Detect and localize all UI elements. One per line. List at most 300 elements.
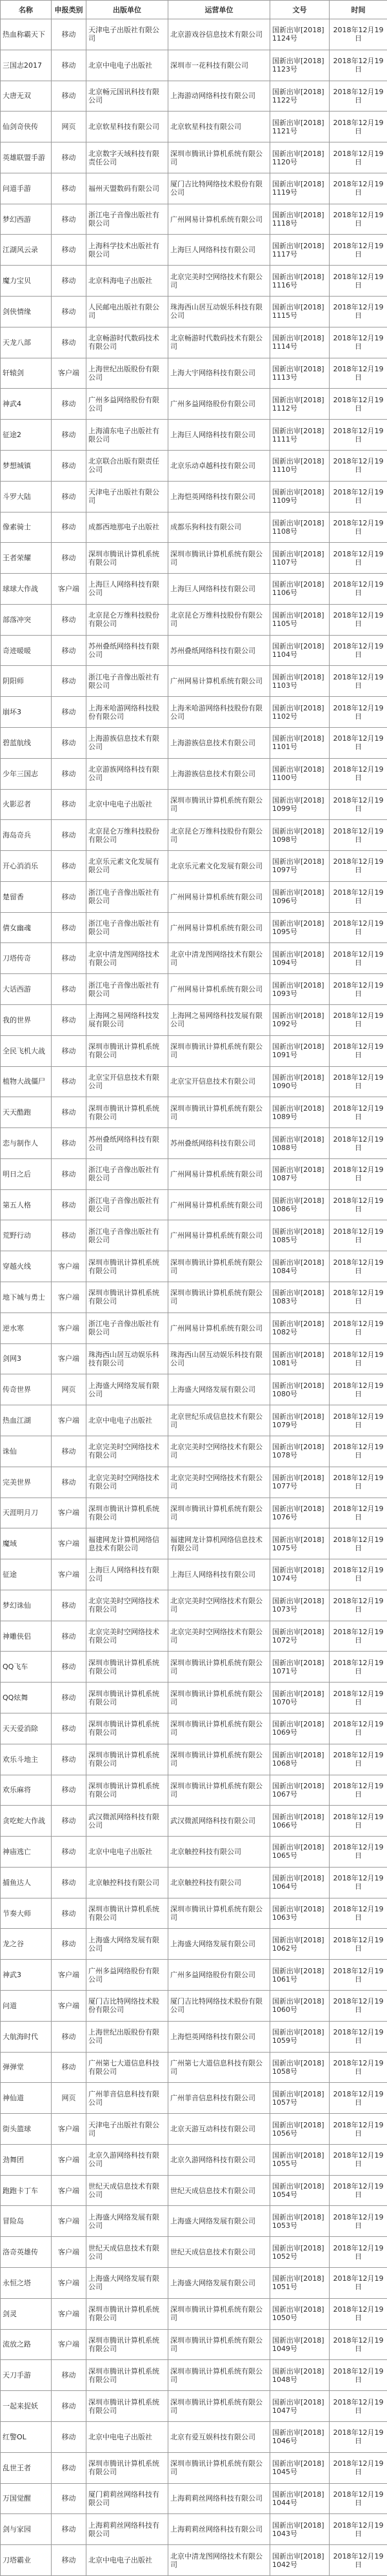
cell-name: 逆水寒 (1, 1312, 52, 1343)
table-row (1, 1867, 387, 1898)
cell-doc: 国新出审[2018]1066号 (270, 1806, 330, 1837)
cell-date: 2018年12月19日 (330, 1189, 387, 1220)
cell-operator: 北京软星科技有限公司 (168, 112, 270, 142)
cell-operator: 上海巨人网络科技有限公司 (168, 420, 270, 451)
cell-type: 移动 (52, 1898, 86, 1929)
cell-operator: 武汉微派网络科技有限公司 (168, 1806, 270, 1837)
cell-operator: 厦门吉比特网络技术股份有限公司 (168, 1991, 270, 2022)
cell-operator: 深圳市腾讯计算机系统有限公司 (168, 1713, 270, 1744)
cell-operator: 深圳市腾讯计算机系统有限公司 (168, 1744, 270, 1775)
cell-doc: 国新出审[2018]1047号 (270, 2391, 330, 2422)
cell-doc: 国新出审[2018]1114号 (270, 327, 330, 358)
cell-doc: 国新出审[2018]1060号 (270, 1991, 330, 2022)
cell-operator: 北京完美时空网络技术有限公司 (168, 1436, 270, 1467)
cell-doc: 国新出审[2018]1122号 (270, 81, 330, 112)
cell-operator: 深圳市腾讯计算机系统有限公司 (168, 2298, 270, 2329)
cell-date: 2018年12月19日 (330, 81, 387, 112)
cell-name: 天龙八部 (1, 327, 52, 358)
cell-doc: 国新出审[2018]1058号 (270, 2052, 330, 2083)
cell-date: 2018年12月19日 (330, 789, 387, 820)
cell-doc: 国新出审[2018]1119号 (270, 173, 330, 204)
table-row (1, 297, 387, 327)
cell-date: 2018年12月19日 (330, 1590, 387, 1621)
cell-type: 移动 (52, 19, 86, 50)
cell-publisher: 武汉微派网络科技有限公司 (86, 1806, 168, 1837)
cell-date: 2018年12月19日 (330, 2052, 387, 2083)
cell-publisher: 深圳市腾讯计算机系统有限公司 (86, 2391, 168, 2422)
cell-name: 天涯明月刀 (1, 1498, 52, 1528)
cell-operator: 珠海西山居互动娱乐科技有限公司 (168, 1343, 270, 1374)
cell-type: 移动 (52, 512, 86, 543)
cell-doc: 国新出审[2018]1042号 (270, 2545, 330, 2576)
cell-doc: 国新出审[2018]1050号 (270, 2298, 330, 2329)
cell-type: 客户端 (52, 2144, 86, 2175)
header-name: 名称 (1, 1, 52, 19)
cell-type: 移动 (52, 1189, 86, 1220)
cell-doc: 国新出审[2018]1112号 (270, 389, 330, 420)
cell-type: 移动 (52, 635, 86, 666)
cell-type: 移动 (52, 173, 86, 204)
cell-name: 魔域 (1, 1528, 52, 1559)
table-row (1, 943, 387, 974)
cell-publisher: 深圳市腾讯计算机系统有限公司 (86, 1652, 168, 1683)
cell-doc: 国新出审[2018]1072号 (270, 1621, 330, 1652)
cell-operator: 北京完美时空网络技术有限公司 (168, 1621, 270, 1652)
cell-publisher: 浙江电子音像出版社有限公司 (86, 912, 168, 943)
cell-doc: 国新出审[2018]1048号 (270, 2360, 330, 2391)
cell-doc: 国新出审[2018]1077号 (270, 1467, 330, 1498)
cell-publisher: 北京久游网络科技有限公司 (86, 2144, 168, 2175)
cell-publisher: 深圳市腾讯计算机系统有限公司 (86, 1775, 168, 1806)
cell-operator: 深圳市腾讯计算机系统有限公司 (168, 1683, 270, 1713)
cell-name: 征途 (1, 1559, 52, 1590)
table-row (1, 2175, 387, 2206)
table-row (1, 1621, 387, 1652)
cell-name: 轩辕剑 (1, 358, 52, 389)
cell-doc: 国新出审[2018]1089号 (270, 1097, 330, 1128)
cell-date: 2018年12月19日 (330, 574, 387, 605)
cell-type: 移动 (52, 1436, 86, 1467)
cell-date: 2018年12月19日 (330, 50, 387, 81)
cell-type: 移动 (52, 204, 86, 235)
cell-publisher: 浙江电子音像出版社有限公司 (86, 881, 168, 912)
cell-type: 移动 (52, 1652, 86, 1683)
cell-date: 2018年12月19日 (330, 2545, 387, 2576)
cell-doc: 国新出审[2018]1074号 (270, 1559, 330, 1590)
cell-date: 2018年12月19日 (330, 389, 387, 420)
cell-operator: 上海恺英网络科技有限公司 (168, 481, 270, 512)
cell-type: 客户端 (52, 1343, 86, 1374)
cell-operator: 苏州叠纸网络科技有限公司 (168, 635, 270, 666)
cell-date: 2018年12月19日 (330, 1806, 387, 1837)
cell-date: 2018年12月19日 (330, 943, 387, 974)
cell-operator: 北京完美时空网络技术有限公司 (168, 1467, 270, 1498)
cell-type: 移动 (52, 1066, 86, 1097)
cell-doc: 国新出审[2018]1045号 (270, 2452, 330, 2483)
cell-doc: 国新出审[2018]1105号 (270, 604, 330, 635)
cell-doc: 国新出审[2018]1064号 (270, 1867, 330, 1898)
cell-type: 移动 (52, 142, 86, 173)
cell-date: 2018年12月19日 (330, 2144, 387, 2175)
cell-doc: 国新出审[2018]1111号 (270, 420, 330, 451)
cell-name: 楚留香 (1, 881, 52, 912)
cell-doc: 国新出审[2018]1124号 (270, 19, 330, 50)
cell-date: 2018年12月19日 (330, 358, 387, 389)
cell-type: 移动 (52, 697, 86, 728)
cell-doc: 国新出审[2018]1095号 (270, 912, 330, 943)
cell-date: 2018年12月19日 (330, 2452, 387, 2483)
cell-type: 客户端 (52, 2268, 86, 2299)
cell-date: 2018年12月19日 (330, 2360, 387, 2391)
cell-publisher: 上海网之易网络科技发展有限公司 (86, 1005, 168, 1036)
cell-name: 剑灵 (1, 2298, 52, 2329)
header-publisher: 出版单位 (86, 1, 168, 19)
cell-operator: 广州菲音信息科技有限公司 (168, 2083, 270, 2114)
cell-name: 热血称霸天下 (1, 19, 52, 50)
cell-name: 龙之谷 (1, 1929, 52, 1960)
cell-type: 客户端 (52, 2329, 86, 2360)
cell-doc: 国新出审[2018]1062号 (270, 1929, 330, 1960)
cell-date: 2018年12月19日 (330, 420, 387, 451)
cell-name: 梦幻西游 (1, 204, 52, 235)
cell-publisher: 上海米哈游网络科技股份有限公司 (86, 697, 168, 728)
cell-publisher: 上海盛大网络发展有限公司 (86, 2268, 168, 2299)
cell-publisher: 北京完美时空网络技术有限公司 (86, 1436, 168, 1467)
cell-doc: 国新出审[2018]1097号 (270, 851, 330, 882)
cell-date: 2018年12月19日 (330, 1251, 387, 1282)
cell-type: 移动 (52, 389, 86, 420)
cell-name: 弹弹堂 (1, 2052, 52, 2083)
cell-operator: 深圳市腾讯计算机系统有限公司 (168, 1652, 270, 1683)
cell-operator: 深圳市腾讯计算机系统有限公司 (168, 1251, 270, 1282)
cell-operator: 深圳市腾讯计算机系统有限公司 (168, 1035, 270, 1066)
cell-publisher: 天津电子出版社有限公司 (86, 2114, 168, 2145)
table-row (1, 1467, 387, 1498)
cell-type: 移动 (52, 1867, 86, 1898)
cell-type: 移动 (52, 327, 86, 358)
table-row (1, 358, 387, 389)
cell-doc: 国新出审[2018]1081号 (270, 1343, 330, 1374)
cell-operator: 广州网易计算机系统有限公司 (168, 912, 270, 943)
cell-type: 移动 (52, 235, 86, 266)
table-row (1, 112, 387, 142)
cell-name: 问道手游 (1, 173, 52, 204)
cell-date: 2018年12月19日 (330, 2114, 387, 2145)
table-row (1, 1683, 387, 1713)
table-row (1, 1590, 387, 1621)
cell-type: 客户端 (52, 1251, 86, 1282)
cell-operator: 上海恺英网络科技有限公司 (168, 2021, 270, 2052)
cell-date: 2018年12月19日 (330, 327, 387, 358)
cell-publisher: 北京联合出版有限责任公司 (86, 450, 168, 481)
cell-operator: 深圳市腾讯计算机系统有限公司 (168, 1498, 270, 1528)
cell-name: 天天酷跑 (1, 1097, 52, 1128)
table-row (1, 450, 387, 481)
cell-publisher: 浙江电子音像出版社有限公司 (86, 974, 168, 1005)
cell-publisher: 北京畅元国讯科技有限公司 (86, 81, 168, 112)
cell-doc: 国新出审[2018]1061号 (270, 1960, 330, 1991)
cell-doc: 国新出审[2018]1063号 (270, 1898, 330, 1929)
cell-name: 魔力宝贝 (1, 266, 52, 297)
cell-name: 街头篮球 (1, 2114, 52, 2145)
cell-publisher: 上海浦东电子出版社有限公司 (86, 420, 168, 451)
cell-date: 2018年12月19日 (330, 912, 387, 943)
cell-name: 地下城与勇士 (1, 1282, 52, 1313)
cell-doc: 国新出审[2018]1110号 (270, 450, 330, 481)
cell-doc: 国新出审[2018]1070号 (270, 1683, 330, 1713)
cell-type: 网页 (52, 112, 86, 142)
cell-date: 2018年12月19日 (330, 2421, 387, 2452)
cell-doc: 国新出审[2018]1043号 (270, 2514, 330, 2545)
table-row (1, 912, 387, 943)
cell-date: 2018年12月19日 (330, 2483, 387, 2514)
cell-publisher: 北京中电电子出版社 (86, 50, 168, 81)
cell-publisher: 天津电子出版社有限公司 (86, 19, 168, 50)
table-row (1, 327, 387, 358)
cell-date: 2018年12月19日 (330, 173, 387, 204)
table-row (1, 1220, 387, 1251)
table-row (1, 2237, 387, 2268)
table-row (1, 1436, 387, 1467)
cell-publisher: 深圳市腾讯计算机系统有限公司 (86, 1683, 168, 1713)
cell-operator: 深圳市腾讯计算机系统有限公司 (168, 2391, 270, 2422)
cell-date: 2018年12月19日 (330, 1898, 387, 1929)
cell-publisher: 上海科学技术出版社有限公司 (86, 235, 168, 266)
cell-name: 第五人格 (1, 1189, 52, 1220)
table-row (1, 1775, 387, 1806)
cell-publisher: 北京软星科技有限公司 (86, 112, 168, 142)
table-row (1, 50, 387, 81)
cell-publisher: 深圳市腾讯计算机系统有限公司 (86, 543, 168, 574)
cell-name: 征途2 (1, 420, 52, 451)
cell-type: 移动 (52, 789, 86, 820)
cell-type: 移动 (52, 943, 86, 974)
cell-name: 完美世界 (1, 1467, 52, 1498)
cell-date: 2018年12月19日 (330, 666, 387, 697)
cell-type: 移动 (52, 266, 86, 297)
cell-date: 2018年12月19日 (330, 820, 387, 851)
cell-name: 剑网3 (1, 1343, 52, 1374)
cell-type: 移动 (52, 851, 86, 882)
cell-date: 2018年12月19日 (330, 1467, 387, 1498)
cell-name: 梦想城镇 (1, 450, 52, 481)
table-row (1, 1343, 387, 1374)
cell-type: 移动 (52, 1590, 86, 1621)
cell-date: 2018年12月19日 (330, 19, 387, 50)
table-row (1, 481, 387, 512)
cell-name: 海岛奇兵 (1, 820, 52, 851)
cell-type: 客户端 (52, 1312, 86, 1343)
cell-type: 客户端 (52, 1559, 86, 1590)
cell-date: 2018年12月19日 (330, 1683, 387, 1713)
cell-type: 移动 (52, 820, 86, 851)
cell-type: 移动 (52, 2052, 86, 2083)
cell-date: 2018年12月19日 (330, 974, 387, 1005)
cell-type: 移动 (52, 758, 86, 789)
cell-date: 2018年12月19日 (330, 1991, 387, 2022)
table-row (1, 1066, 387, 1097)
cell-doc: 国新出审[2018]1096号 (270, 881, 330, 912)
cell-name: 王者荣耀 (1, 543, 52, 574)
cell-publisher: 北京中电电子出版社 (86, 2545, 168, 2576)
cell-type: 移动 (52, 2391, 86, 2422)
cell-operator: 北京乐动卓越科技有限公司 (168, 450, 270, 481)
cell-name: 天天爱消除 (1, 1713, 52, 1744)
cell-type: 移动 (52, 1005, 86, 1036)
table-row (1, 2421, 387, 2452)
cell-operator: 北京完美时空网络技术有限公司 (168, 266, 270, 297)
cell-type: 移动 (52, 2514, 86, 2545)
cell-publisher: 浙江电子音像出版社有限公司 (86, 1158, 168, 1189)
cell-type: 移动 (52, 1158, 86, 1189)
table-row (1, 2083, 387, 2114)
cell-name: 穿越火线 (1, 1251, 52, 1282)
cell-operator: 北京触控科技有限公司 (168, 1837, 270, 1868)
cell-doc: 国新出审[2018]1123号 (270, 50, 330, 81)
cell-date: 2018年12月19日 (330, 697, 387, 728)
cell-doc: 国新出审[2018]1059号 (270, 2021, 330, 2052)
cell-date: 2018年12月19日 (330, 851, 387, 882)
table-row (1, 1282, 387, 1313)
cell-name: 欢乐麻将 (1, 1775, 52, 1806)
cell-doc: 国新出审[2018]1099号 (270, 789, 330, 820)
cell-name: 传奇世界 (1, 1374, 52, 1405)
table-row (1, 974, 387, 1005)
cell-type: 客户端 (52, 2237, 86, 2268)
table-row (1, 758, 387, 789)
cell-operator: 北京昆仑万维科技股份有限公司 (168, 820, 270, 851)
cell-doc: 国新出审[2018]1080号 (270, 1374, 330, 1405)
table-row (1, 2298, 387, 2329)
table-row (1, 235, 387, 266)
header-type: 申报类别 (52, 1, 86, 19)
cell-publisher: 深圳市腾讯计算机系统有限公司 (86, 1097, 168, 1128)
cell-type: 移动 (52, 1467, 86, 1498)
cell-operator: 北京畅游时代数码技术有限公司 (168, 327, 270, 358)
cell-operator: 北京宝开信息技术有限公司 (168, 1066, 270, 1097)
cell-date: 2018年12月19日 (330, 1374, 387, 1405)
cell-operator: 深圳市一花科技有限公司 (168, 50, 270, 81)
cell-operator: 上海米哈游网络科技股份有限公司 (168, 697, 270, 728)
cell-date: 2018年12月19日 (330, 635, 387, 666)
cell-publisher: 浙江电子音像出版社有限公司 (86, 1189, 168, 1220)
cell-doc: 国新出审[2018]1120号 (270, 142, 330, 173)
cell-operator: 北京昆仑万维科技股份有限公司 (168, 604, 270, 635)
cell-doc: 国新出审[2018]1107号 (270, 543, 330, 574)
cell-type: 移动 (52, 1837, 86, 1868)
cell-publisher: 浙江电子音像出版社有限公司 (86, 1220, 168, 1251)
cell-publisher: 天津电子出版社有限公司 (86, 481, 168, 512)
cell-doc: 国新出审[2018]1115号 (270, 297, 330, 327)
cell-operator: 深圳市腾讯计算机系统有限公司 (168, 543, 270, 574)
cell-name: 梦幻诛仙 (1, 1590, 52, 1621)
cell-name: 开心消消乐 (1, 851, 52, 882)
cell-name: 少年三国志 (1, 758, 52, 789)
cell-doc: 国新出审[2018]1117号 (270, 235, 330, 266)
cell-type: 移动 (52, 543, 86, 574)
table-row (1, 789, 387, 820)
table-row (1, 727, 387, 758)
cell-doc: 国新出审[2018]1098号 (270, 820, 330, 851)
cell-date: 2018年12月19日 (330, 1528, 387, 1559)
cell-date: 2018年12月19日 (330, 1066, 387, 1097)
cell-date: 2018年12月19日 (330, 2175, 387, 2206)
cell-doc: 国新出审[2018]1094号 (270, 943, 330, 974)
cell-type: 移动 (52, 881, 86, 912)
cell-date: 2018年12月19日 (330, 1005, 387, 1036)
cell-name: 神武3 (1, 1960, 52, 1991)
cell-name: 欢乐斗地主 (1, 1744, 52, 1775)
table-row (1, 389, 387, 420)
cell-name: 永恒之塔 (1, 2268, 52, 2299)
table-row (1, 1498, 387, 1528)
cell-type: 客户端 (52, 1498, 86, 1528)
table-row (1, 19, 387, 50)
cell-doc: 国新出审[2018]1091号 (270, 1035, 330, 1066)
cell-doc: 国新出审[2018]1075号 (270, 1528, 330, 1559)
cell-date: 2018年12月19日 (330, 1097, 387, 1128)
table-row (1, 2206, 387, 2237)
cell-operator: 深圳市腾讯计算机系统有限公司 (168, 1898, 270, 1929)
cell-name: 球球大作战 (1, 574, 52, 605)
table-row (1, 820, 387, 851)
cell-date: 2018年12月19日 (330, 1343, 387, 1374)
cell-name: 恋与制作人 (1, 1128, 52, 1159)
cell-operator: 广州网易计算机系统有限公司 (168, 1189, 270, 1220)
cell-publisher: 北京昆仑万维科技股份有限公司 (86, 604, 168, 635)
cell-name: 流放之路 (1, 2329, 52, 2360)
table-row (1, 2114, 387, 2145)
table-row (1, 666, 387, 697)
cell-name: 神庙逃亡 (1, 1837, 52, 1868)
cell-doc: 国新出审[2018]1106号 (270, 574, 330, 605)
cell-doc: 国新出审[2018]1076号 (270, 1498, 330, 1528)
cell-type: 移动 (52, 450, 86, 481)
cell-publisher: 深圳市腾讯计算机系统有限公司 (86, 1251, 168, 1282)
cell-publisher: 广州多益网络股份有限公司 (86, 389, 168, 420)
cell-name: 天刀手游 (1, 2360, 52, 2391)
cell-name: 明日之后 (1, 1158, 52, 1189)
cell-name: 荒野行动 (1, 1220, 52, 1251)
cell-name: 部落冲突 (1, 604, 52, 635)
table-row (1, 266, 387, 297)
cell-date: 2018年12月19日 (330, 1867, 387, 1898)
table-row (1, 543, 387, 574)
cell-doc: 国新出审[2018]1046号 (270, 2421, 330, 2452)
cell-publisher: 深圳市腾讯计算机系统有限公司 (86, 2360, 168, 2391)
cell-operator: 苏州叠纸网络科技有限公司 (168, 1128, 270, 1159)
table-row (1, 1405, 387, 1436)
cell-doc: 国新出审[2018]1101号 (270, 727, 330, 758)
cell-date: 2018年12月19日 (330, 1128, 387, 1159)
cell-operator: 上海大宇网络科技有限公司 (168, 358, 270, 389)
cell-doc: 国新出审[2018]1082号 (270, 1312, 330, 1343)
cell-date: 2018年12月19日 (330, 1282, 387, 1313)
table-row (1, 2360, 387, 2391)
cell-type: 客户端 (52, 2298, 86, 2329)
table-row (1, 574, 387, 605)
cell-operator: 上海网之易网络科技发展有限公司 (168, 1005, 270, 1036)
cell-publisher: 厦门吉比特网络技术股份有限公司 (86, 1991, 168, 2022)
cell-name: QQ飞车 (1, 1652, 52, 1683)
cell-type: 客户端 (52, 1405, 86, 1436)
cell-operator: 北京中清龙图网络技术有限公司 (168, 2545, 270, 2576)
cell-operator: 北京久游网络科技有限公司 (168, 2144, 270, 2175)
cell-operator: 珠海西山居互动娱乐科技有限公司 (168, 297, 270, 327)
cell-publisher: 北京宝开信息技术有限公司 (86, 1066, 168, 1097)
cell-operator: 深圳市腾讯计算机系统有限公司 (168, 2452, 270, 2483)
cell-name: 倩女幽魂 (1, 912, 52, 943)
